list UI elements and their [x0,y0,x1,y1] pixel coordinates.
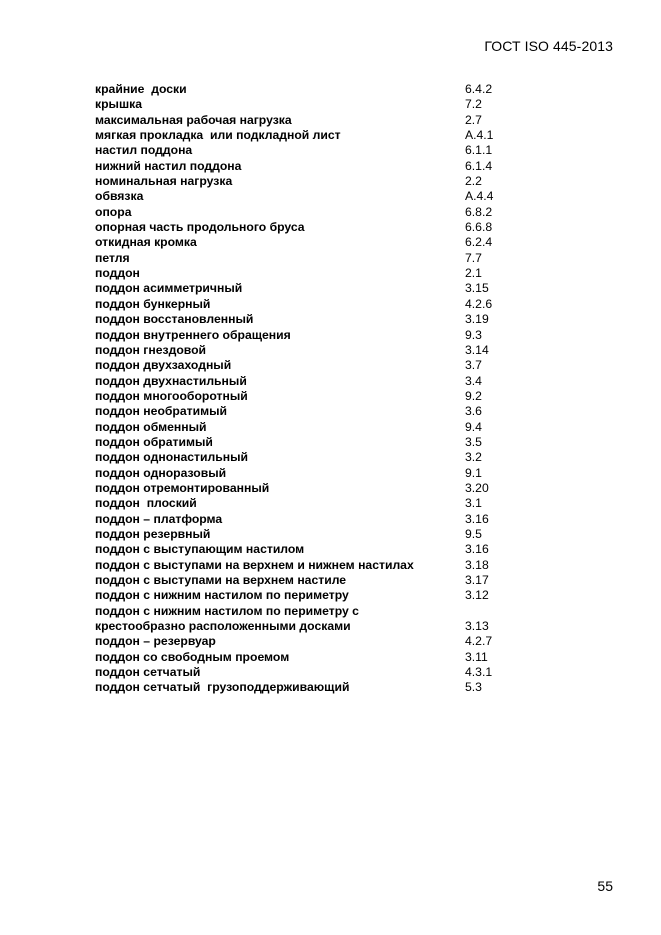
index-term-text: настил поддона [95,143,193,158]
index-term [95,634,216,649]
index-term [95,527,210,542]
index-term-text: мягкая прокладка или подкладной лист [95,128,341,143]
index-reference: 6.6.8 [465,220,493,235]
index-term-text: поддон гнездовой [95,342,207,357]
index-term-text: поддон двухнастильный [95,373,247,388]
index-term [95,450,248,465]
index-term-text: поддон сетчатый грузоподдерживающий [95,680,350,695]
index-term-text: поддон плоский [95,496,197,511]
index-term-text: нижний настил поддона [95,158,242,173]
index-term [95,205,131,220]
index-term-text: поддон – платформа [95,511,223,526]
index-term-text: опора [95,204,132,219]
index-term-text: поддон обменный [95,419,207,434]
index-term-text: поддон с выступающим настилом [95,542,305,557]
index-term-text: поддон бункерный [95,296,211,311]
index-term [95,588,349,603]
index-term [95,82,187,97]
index-reference: 3.16 [465,511,489,526]
index-term [95,496,197,511]
index-entry [95,680,565,695]
index-term [95,573,346,588]
index-entry [95,97,565,112]
index-term [95,113,292,128]
index-term-text: петля [95,250,130,265]
index-term [95,328,291,343]
index-term-text: поддон однонастильный [95,450,249,465]
index-entry [95,558,565,573]
index-entry [95,174,565,189]
index-entry [95,328,565,343]
index-reference: 7.2 [465,97,482,112]
index-term-text: номинальная нагрузка [95,174,233,189]
index-entry [95,665,565,680]
index-reference: 4.2.6 [465,296,493,311]
index-entry [95,573,565,588]
index-term-text: поддон обратимый [95,434,213,449]
index-reference: 9.2 [465,388,482,403]
index-term-text: поддон со свободным проемом [95,649,290,664]
index-term [95,266,140,281]
index-entry [95,435,565,450]
index-reference: 3.12 [465,588,489,603]
alphabetical-term-index [95,82,565,696]
index-term [95,143,192,158]
index-term [95,466,226,481]
index-term-text: поддон многооборотный [95,388,248,403]
index-term-text: поддон с выступами на верхнем настиле [95,573,347,587]
index-term [95,650,289,665]
index-term-text: поддон одноразовый [95,465,227,480]
index-term-text: поддон – резервуар [95,634,216,649]
index-reference: 3.11 [465,649,488,664]
index-term [95,159,241,174]
index-term [95,542,304,557]
index-term [95,297,210,312]
index-entry [95,251,565,266]
index-reference: 3.18 [465,557,489,572]
index-term-text: поддон с выступами на верхнем и нижнем настилах [95,557,414,572]
index-reference: 6.1.4 [465,158,493,173]
index-term-text: поддон необратимый [95,404,228,419]
index-term [95,374,247,389]
index-entry [95,496,565,511]
index-entry [95,481,565,496]
index-term [95,128,341,143]
index-term-text: поддон восстановленный [95,312,254,327]
index-reference: 3.17 [465,573,489,587]
index-term [95,404,227,419]
index-entry [95,235,565,250]
index-term-text: поддон с нижним настилом по периметру с [95,603,359,618]
index-reference: 9.4 [465,419,482,434]
index-reference: 6.8.2 [465,204,493,219]
document-standard-header: ГОСТ ISO 445-2013 [484,38,613,54]
index-reference: 5.3 [465,680,482,695]
index-term [95,281,242,296]
index-reference: 2.1 [465,266,482,281]
index-term [95,512,222,527]
index-term [95,435,213,450]
index-term [95,343,206,358]
index-reference: 3.14 [465,342,489,357]
index-reference: 6.1.1 [465,143,493,158]
index-reference: 3.13 [465,619,489,634]
index-term [95,420,207,435]
index-entry [95,189,565,204]
page-number: 55 [597,878,613,894]
index-term-text: поддон внутреннего обращения [95,327,291,342]
index-reference: 7.7 [465,250,482,265]
index-reference: 3.20 [465,480,489,495]
index-term-text: опорная часть продольного бруса [95,220,305,235]
index-entry [95,128,565,143]
index-entry [95,650,565,665]
index-term [95,665,200,680]
index-term [95,97,142,112]
index-reference: 3.5 [465,434,482,449]
index-reference: А.4.4 [465,189,494,204]
index-reference: 9.3 [465,327,482,342]
index-term-text: поддон асимметричный [95,281,243,296]
index-term-text: поддон с нижним настилом по периметру [95,588,349,603]
index-term [95,604,359,635]
index-term-text: крышка [95,97,142,112]
index-entry [95,205,565,220]
index-term [95,174,232,189]
index-entry [95,604,565,635]
index-term-text: откидная кромка [95,235,197,250]
index-entry [95,512,565,527]
index-entry [95,358,565,373]
index-entry [95,374,565,389]
index-entry [95,266,565,281]
index-term-text: максимальная рабочая нагрузка [95,112,292,127]
index-term [95,312,253,327]
index-term [95,389,248,404]
index-reference: 3.2 [465,450,482,465]
index-entry [95,312,565,327]
index-reference: 4.2.7 [465,634,493,649]
index-entry [95,343,565,358]
index-term [95,235,197,250]
index-entry [95,404,565,419]
index-term-text: поддон сетчатый [95,665,201,680]
index-term [95,481,269,496]
index-entry [95,466,565,481]
index-reference: А.4.1 [465,128,494,143]
index-entry [95,220,565,235]
index-term-text: поддон отремонтированный [95,480,270,495]
index-reference: 3.15 [465,281,489,296]
index-reference: 3.19 [465,312,489,327]
index-term-text-continued: крестообразно расположенными досками [95,619,351,634]
index-entry [95,143,565,158]
index-reference: 9.1 [465,465,482,480]
index-entry [95,420,565,435]
index-entry [95,542,565,557]
index-reference: 3.1 [465,496,482,511]
index-reference: 2.7 [465,112,482,127]
index-term [95,189,143,204]
index-term [95,358,231,373]
index-term [95,220,305,235]
index-entry [95,450,565,465]
index-entry [95,297,565,312]
index-reference: 3.4 [465,373,482,388]
index-reference: 9.5 [465,526,482,541]
index-entry [95,389,565,404]
index-entry [95,82,565,97]
index-term-text: поддон [95,266,140,281]
index-entry [95,281,565,296]
index-reference: 3.7 [465,358,482,373]
index-term-text: обвязка [95,189,144,204]
index-reference: 3.6 [465,404,482,419]
index-entry [95,113,565,128]
index-reference: 6.2.4 [465,235,493,250]
index-term-text: крайние доски [95,82,187,96]
index-reference: 3.16 [465,542,489,557]
index-reference: 2.2 [465,174,482,189]
index-entry [95,527,565,542]
index-entry [95,159,565,174]
index-term-text: поддон двухзаходный [95,358,232,373]
index-entry [95,588,565,603]
index-reference: 4.3.1 [465,665,493,680]
index-entry [95,634,565,649]
index-reference: 6.4.2 [465,82,493,96]
index-term [95,680,349,695]
index-term-text: поддон резервный [95,526,211,541]
index-term [95,251,130,266]
index-term [95,558,414,573]
